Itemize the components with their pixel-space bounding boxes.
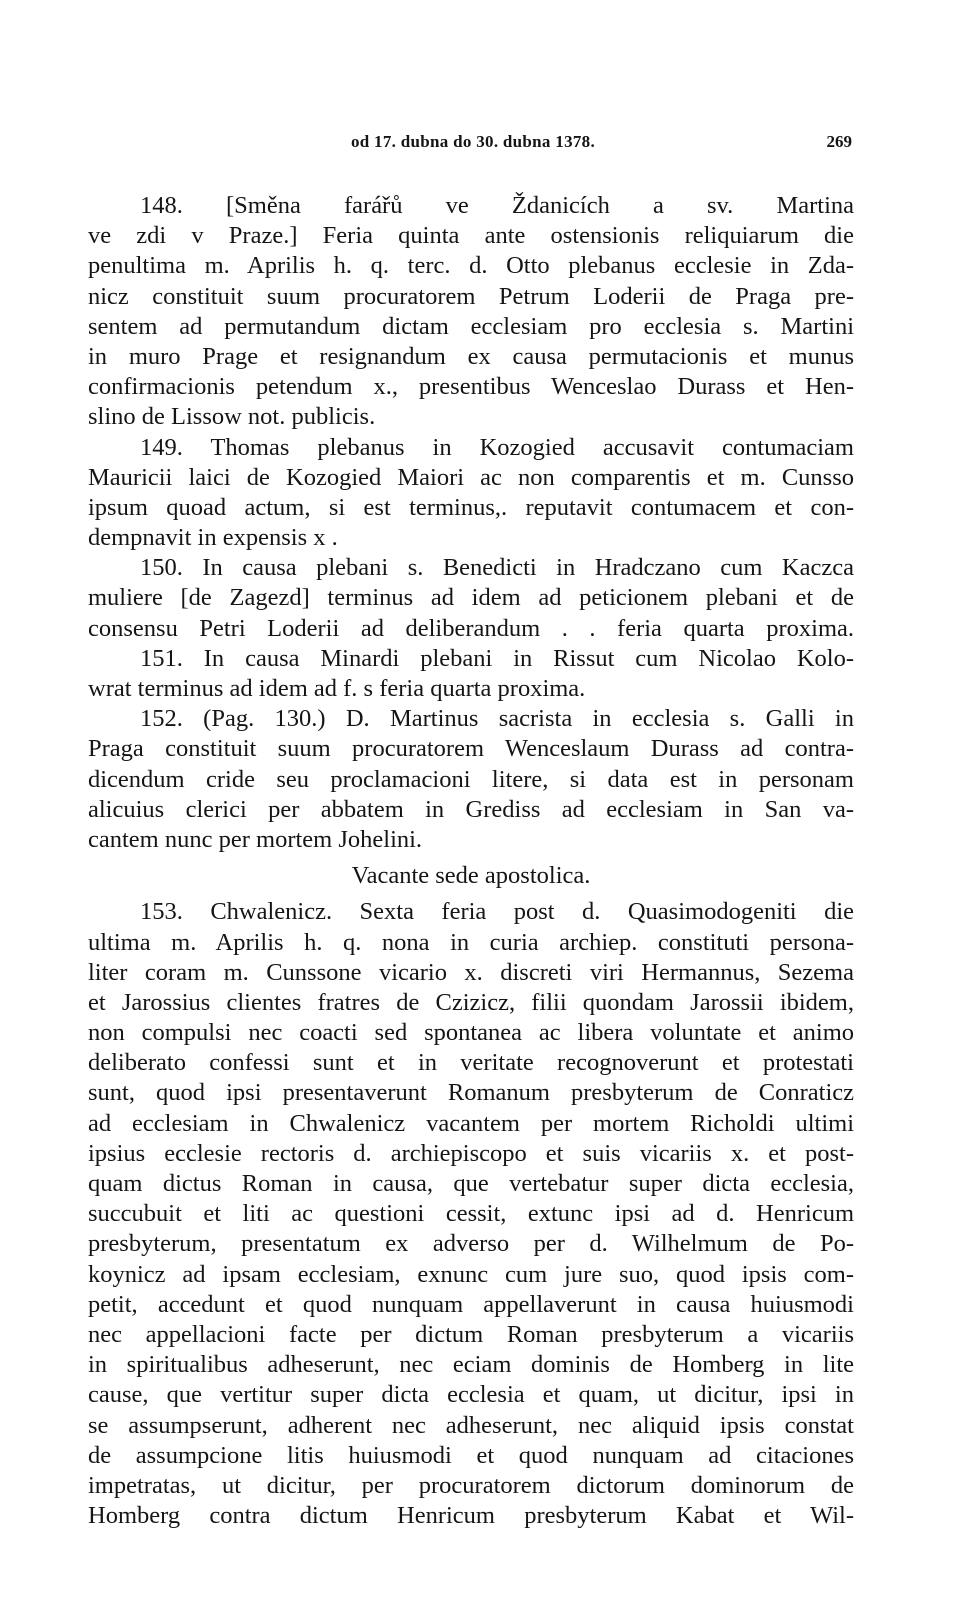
text-line: succubuit et liti ac questioni cessit, extunc ipsi ad d. Henricum xyxy=(88,1200,854,1228)
text-line: se assumpserunt, adherent nec adheserunt, nec aliquid ipsis constat xyxy=(88,1411,854,1439)
text-line: sunt, quod ipsi presentaverunt Romanum presbyterum de Conraticz xyxy=(88,1079,854,1107)
text-line: consensu Petri Loderii ad deliberandum . . feria quarta proxima. xyxy=(88,614,854,642)
text-line: 148. [Směna farářů ve Ždanicích a sv. Martina xyxy=(140,192,854,219)
text-line: 149. Thomas plebanus in Kozogied accusavit contumaciam xyxy=(140,433,854,461)
text-line: in spiritualibus adheserunt, nec eciam dominis de Homberg in lite xyxy=(88,1351,854,1379)
text-line: ipsum quoad actum, si est terminus,. reputavit contumacem et con- xyxy=(88,493,854,521)
text-line: ve zdi v Praze.] Feria quinta ante ostensionis reliquiarum die xyxy=(88,222,854,250)
text-line: Mauricii laici de Kozogied Maiori ac non comparentis et m. Cunsso xyxy=(88,463,854,491)
text-line: Homberg contra dictum Henricum presbyterum Kabat et Wil- xyxy=(88,1502,854,1530)
text-line: Praga constituit suum procuratorem Wenceslaum Durass ad contra- xyxy=(88,735,854,763)
text-line: 153. Chwalenicz. Sexta feria post d. Quasimodogeniti die xyxy=(140,898,854,926)
text-line: impetratas, ut dicitur, per procuratorem dictorum dominorum de xyxy=(88,1471,854,1499)
text-line: nicz constituit suum procuratorem Petrum Loderii de Praga pre- xyxy=(88,282,854,310)
text-line: cantem nunc per mortem Johelini. xyxy=(88,825,423,853)
body-text xyxy=(88,191,854,1531)
text-line: dempnavit in expensis x . xyxy=(88,524,338,552)
text-line: dicendum cride seu proclamacioni litere, si data est in personam xyxy=(88,765,854,793)
text-line: in muro Prage et resignandum ex causa permutacionis et munus xyxy=(88,342,854,370)
text-line: penultima m. Aprilis h. q. terc. d. Otto plebanus ecclesie in Zda- xyxy=(88,252,854,280)
text-line: cause, que vertitur super dicta ecclesia et quam, ut dicitur, ipsi in xyxy=(88,1381,854,1409)
text-line: petit, accedunt et quod nunquam appellaverunt in causa huiusmodi xyxy=(88,1290,854,1318)
text-line: liter coram m. Cunssone vicario x. discreti viri Hermannus, Sezema xyxy=(88,958,854,986)
text-line: ultima m. Aprilis h. q. nona in curia archiep. constituti persona- xyxy=(88,928,854,956)
text-line: alicuius clerici per abbatem in Grediss ad ecclesiam in San va- xyxy=(88,795,854,823)
text-line: deliberato confessi sunt et in veritate recognoverunt et protestati xyxy=(88,1049,854,1077)
text-line: nec appellacioni facte per dictum Roman presbyterum a vicariis xyxy=(88,1320,854,1348)
text-line: wrat terminus ad idem ad f. s feria quarta proxima. xyxy=(88,675,586,702)
text-line: quam dictus Roman in causa, que vertebatur super dicta ecclesia, xyxy=(88,1170,854,1197)
page-number: 269 xyxy=(826,132,852,151)
text-line: ipsius ecclesie rectoris d. archiepiscopo et suis vicariis x. et post- xyxy=(88,1139,854,1167)
text-line: presbyterum, presentatum ex adverso per d. Wilhelmum de Po- xyxy=(88,1230,854,1258)
running-head xyxy=(88,132,858,158)
text-line: muliere [de Zagezd] terminus ad idem ad peticionem plebani et de xyxy=(88,584,854,612)
text-line: 150. In causa plebani s. Benedicti in Hradczano cum Kaczca xyxy=(140,554,854,582)
text-line: 151. In causa Minardi plebani in Rissut cum Nicolao Kolo- xyxy=(140,644,854,672)
text-line: 152. (Pag. 130.) D. Martinus sacrista in ecclesia s. Galli in xyxy=(140,705,854,733)
text-line: sentem ad permutandum dictam ecclesiam pro ecclesia s. Martini xyxy=(88,312,854,340)
text-line: de assumpcione litis huiusmodi et quod nunquam ad citaciones xyxy=(88,1441,854,1469)
section-heading: Vacante sede apostolica. xyxy=(351,862,591,890)
text-line: ad ecclesiam in Chwalenicz vacantem per mortem Richoldi ultimi xyxy=(88,1109,854,1137)
text-line: slino de Lissow not. publicis. xyxy=(88,403,376,431)
text-line: et Jarossius clientes fratres de Czizicz, filii quondam Jarossii ibidem, xyxy=(88,988,854,1016)
text-line: koynicz ad ipsam ecclesiam, exnunc cum jure suo, quod ipsis com- xyxy=(88,1260,854,1288)
running-title: od 17. dubna do 30. dubna 1378. xyxy=(350,132,596,151)
text-line: confirmacionis petendum x., presentibus Wenceslao Durass et Hen- xyxy=(88,373,854,401)
text-line: non compulsi nec coacti sed spontanea ac libera voluntate et animo xyxy=(88,1019,854,1047)
